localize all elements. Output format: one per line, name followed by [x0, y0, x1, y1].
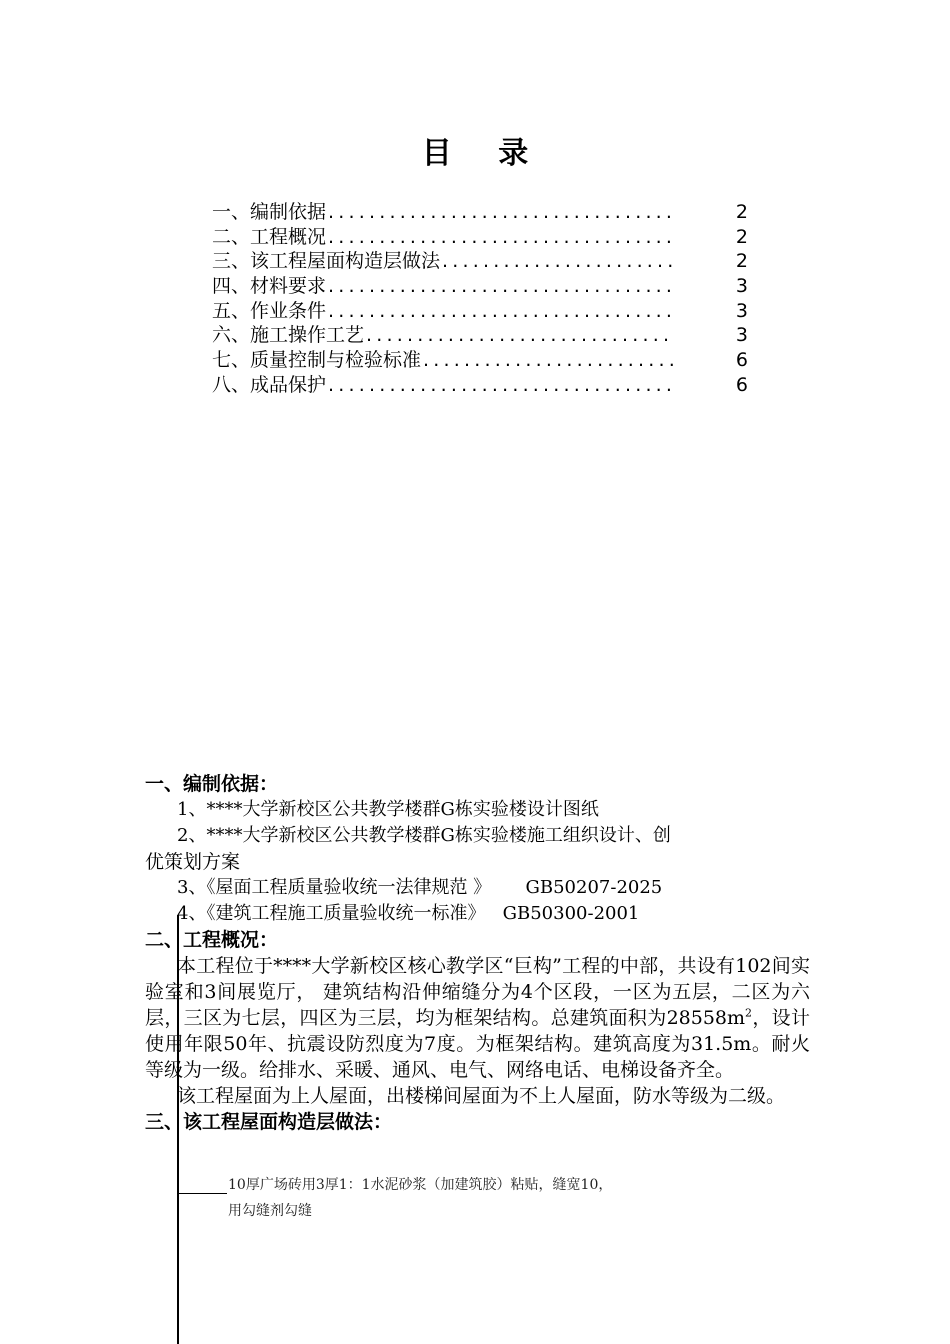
- toc-entry-label: 三、该工程屋面构造层做法: [212, 250, 441, 273]
- toc-entry[interactable]: [212, 274, 748, 299]
- toc-entry-label: 五、作业条件: [212, 299, 327, 322]
- section-heading-overview: 二、工程概况：: [145, 929, 279, 951]
- toc-entry[interactable]: [212, 348, 748, 373]
- toc-leader-dots: ..................................: [328, 299, 677, 322]
- toc-page-number: 3: [735, 275, 748, 298]
- toc-leader-dots: .........................: [423, 349, 680, 372]
- document-body: [145, 771, 810, 1135]
- toc-title: 目 录: [421, 136, 547, 171]
- toc-page-number: 3: [735, 324, 748, 347]
- toc-leader-dots: ..................................: [328, 225, 677, 248]
- reference-item: 2、****大学新校区公共教学楼群G栋实验楼施工组织设计、创: [177, 825, 671, 846]
- superscript: 2: [745, 1006, 753, 1020]
- layer-leader-tick: [179, 1193, 227, 1194]
- reference-item: 4、《建筑工程施工质量验收统一标准》 GB50300-2001: [177, 903, 640, 924]
- table-of-contents: [212, 200, 748, 398]
- reference-item: 3、《屋面工程质量验收统一法律规范 》 GB50207-2025: [177, 877, 663, 898]
- layer-text-line: 用勾缝剂勾缝: [228, 1203, 312, 1219]
- toc-entry[interactable]: [212, 299, 748, 324]
- overview-text: 本工程位于****大学新校区核心教学区“巨构”工程的中部，共设有102间实验室和3间展览厅， 建筑结构沿伸缩缝分为4个区段，一区为五层，二区为六层，三区为七层，四区为三层，均为框架结构。总建筑面积为28558m: [145, 955, 810, 1029]
- reference-item-continuation: 优策划方案: [145, 851, 241, 873]
- toc-page-number: 3: [735, 299, 748, 322]
- toc-entry-label: 四、材料要求: [212, 275, 327, 298]
- reference-item: 1、****大学新校区公共教学楼群G栋实验楼设计图纸: [177, 799, 599, 820]
- toc-entry[interactable]: [212, 200, 748, 225]
- toc-entry[interactable]: [212, 249, 748, 274]
- toc-entry-label: 六、施工操作工艺: [212, 324, 365, 347]
- toc-page-number: 2: [735, 225, 748, 248]
- overview-paragraph: [145, 953, 810, 1083]
- toc-entry[interactable]: [212, 373, 748, 398]
- toc-leader-dots: ..................................: [328, 201, 677, 223]
- toc-page-number: 2: [735, 201, 748, 223]
- section-heading-roof-layers: 三、该工程屋面构造层做法：: [145, 1111, 393, 1133]
- toc-page-number: 6: [735, 373, 748, 396]
- toc-page-number: 6: [735, 349, 748, 372]
- toc-entry-label: 二、工程概况: [212, 225, 327, 248]
- toc-entry-label: 一、编制依据: [212, 201, 327, 223]
- toc-leader-dots: ..................................: [328, 373, 677, 396]
- toc-entry[interactable]: [212, 323, 748, 348]
- toc-leader-dots: ..............................: [366, 324, 674, 347]
- toc-leader-dots: .......................: [442, 250, 678, 273]
- toc-entry-label: 七、质量控制与检验标准: [212, 349, 422, 372]
- section-heading-basis: 一、编制依据：: [145, 773, 279, 795]
- layer-text-line: 10厚广场砖用3厚1：1水泥砂浆（加建筑胶）粘贴，缝宽10，: [228, 1177, 613, 1193]
- toc-page-number: 2: [735, 250, 748, 273]
- roof-paragraph: 该工程屋面为上人屋面，出楼梯间屋面为不上人屋面，防水等级为二级。: [177, 1085, 786, 1107]
- toc-entry[interactable]: [212, 225, 748, 250]
- toc-leader-dots: ..................................: [328, 275, 677, 298]
- roof-layer-annotation: [228, 1172, 748, 1224]
- overview-text-tail: ，设计使用年限50年、抗震设防烈度为7度。为框架结构。建筑高度为31.5m。耐火等级为一级。给排水、采暖、通风、电气、网络电话、电梯设备齐全。: [145, 1007, 810, 1081]
- toc-entry-label: 八、成品保护: [212, 373, 327, 396]
